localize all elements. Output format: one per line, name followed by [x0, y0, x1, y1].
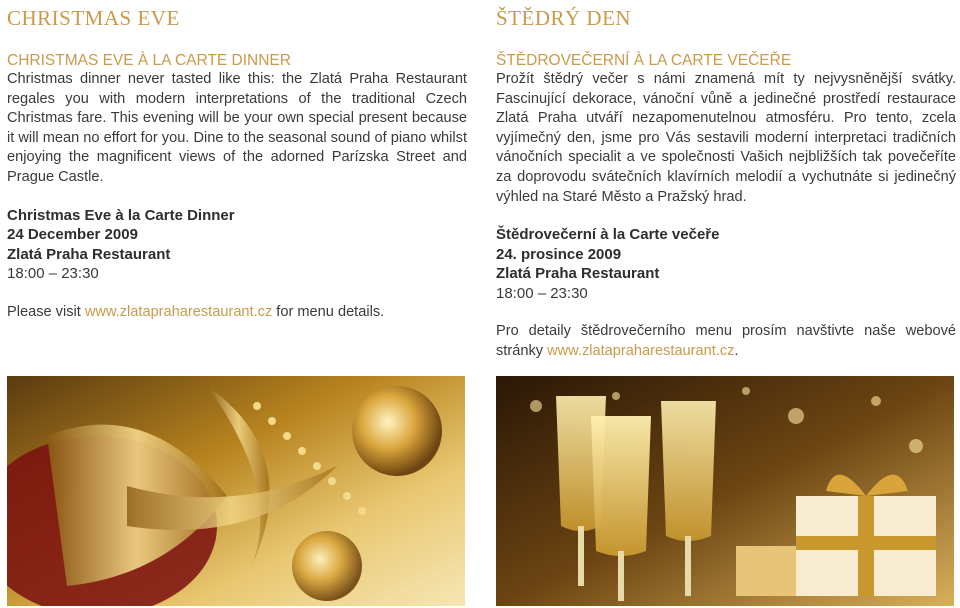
event-name-cz: Štědrovečerní à la Carte večeře [496, 226, 720, 244]
event-details [7, 206, 467, 284]
event-date: 24 December 2009 [7, 226, 138, 244]
event-time-cz: 18:00 – 23:30 [496, 284, 588, 302]
gold-ribbon-image [7, 376, 465, 606]
champagne-image [496, 376, 954, 606]
section-subtitle-cz: ŠTĚDROVEČERNÍ À LA CARTE VEČEŘE [496, 52, 792, 69]
page-title: CHRISTMAS EVE [7, 6, 180, 30]
gold-ribbon-photo [7, 376, 465, 606]
champagne-photo [496, 376, 954, 606]
event-name: Christmas Eve à la Carte Dinner [7, 206, 235, 224]
english-column [7, 0, 467, 322]
event-date-cz: 24. prosince 2009 [496, 245, 622, 263]
visit-line-cz [496, 322, 956, 361]
intro-paragraph-cz: Prožít štědrý večer s námi znamená mít ty nejvysněnější svátky. Fascinující dekorace, vánoční vůně a jedinečné prostředí restaurace Zlatá Praha utváří nezapomenutelnou atmosféru. Pro tento, zcela vyjímečný den, jsme pro Vás sestavili moderní interpretaci tradičních vánočních specialit a ve společnosti Vašich nejbližších tak povečeříte za doprovodu svátečních klavírních melodií a vychutnáte si jedinečný výhled na Staré Město a Pražský hrad. [496, 71, 956, 205]
intro-paragraph: Christmas dinner never tasted like this: the Zlatá Praha Restaurant regales you with modern interpretations of the traditional Czech Christmas fare. This evening will be your own special present because it will mean no effort for you. Dine to the seasonal sound of piano whilst enjoying the magnificent views of the adorned Parízska Street and Prague Castle. [7, 71, 467, 185]
visit-suffix-cz: . [734, 342, 739, 359]
website-link[interactable]: www.zlatapraharestaurant.cz [84, 303, 273, 320]
event-place-cz: Zlatá Praha Restaurant [496, 265, 660, 283]
event-details-cz [496, 225, 956, 303]
czech-column [496, 0, 956, 361]
event-time: 18:00 – 23:30 [7, 265, 99, 283]
event-place: Zlatá Praha Restaurant [7, 245, 171, 263]
section-subtitle: CHRISTMAS EVE À LA CARTE DINNER [7, 52, 291, 69]
visit-line [7, 303, 467, 323]
page-title-cz: ŠTĚDRÝ DEN [496, 6, 632, 30]
website-link-cz[interactable]: www.zlatapraharestaurant.cz [547, 342, 735, 359]
visit-prefix-cz: Pro detaily štědrovečerního menu prosím navštivte naše webové stránky [496, 323, 956, 359]
visit-prefix: Please visit [7, 303, 85, 320]
visit-suffix: for menu details. [272, 303, 385, 320]
